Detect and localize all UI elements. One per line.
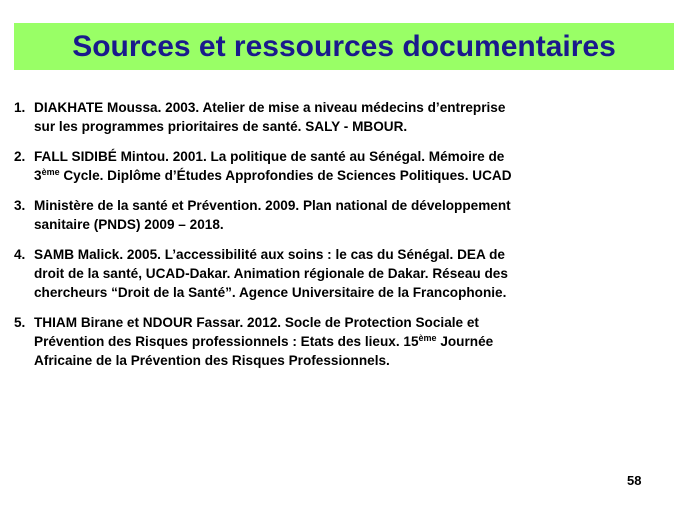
reference-line: DIAKHATE Moussa. 2003. Atelier de mise a niveau médecins d’entreprise: [34, 100, 506, 115]
reference-number: 1.: [14, 100, 26, 115]
reference-item-1: [14, 98, 682, 136]
page-number: 58: [627, 473, 642, 488]
reference-line: sur les programmes prioritaires de santé. SALY - MBOUR.: [34, 119, 408, 134]
reference-text: [34, 147, 682, 185]
reference-line: Ministère de la santé et Prévention. 2009. Plan national de développement: [34, 198, 511, 213]
title-banner: [14, 23, 674, 70]
reference-line: sanitaire (PNDS) 2009 – 2018.: [34, 217, 224, 232]
reference-text-segment: 3: [34, 168, 42, 183]
reference-item-5: [14, 313, 682, 370]
reference-item-2: [14, 147, 682, 185]
reference-text: [34, 245, 682, 302]
references-list: [14, 98, 682, 381]
reference-text: [34, 98, 682, 136]
reference-item-3: [14, 196, 682, 234]
reference-number: 3.: [14, 198, 26, 213]
reference-text: [34, 313, 682, 370]
reference-text-segment: Cycle. Diplôme d’Études Approfondies de Sciences Politiques. UCAD: [59, 168, 512, 183]
reference-line: chercheurs “Droit de la Santé”. Agence Universitaire de la Francophonie.: [34, 285, 507, 300]
superscript: ème: [41, 167, 60, 177]
reference-line: droit de la santé, UCAD-Dakar. Animation régionale de Dakar. Réseau des: [34, 266, 508, 281]
superscript: ème: [418, 333, 437, 343]
slide-title: Sources et ressources documentaires: [72, 29, 616, 63]
reference-text-segment: Prévention des Risques professionnels : Etats des lieux. 15: [34, 334, 419, 349]
reference-line: SAMB Malick. 2005. L’accessibilité aux soins : le cas du Sénégal. DEA de: [34, 247, 505, 262]
reference-text: [34, 196, 682, 234]
reference-line: [34, 166, 682, 185]
reference-line: Africaine de la Prévention des Risques Professionnels.: [34, 353, 390, 368]
reference-number: 2.: [14, 149, 26, 164]
reference-line: [34, 332, 682, 351]
reference-line: THIAM Birane et NDOUR Fassar. 2012. Socle de Protection Sociale et: [34, 315, 479, 330]
reference-item-4: [14, 245, 682, 302]
reference-number: 4.: [14, 247, 26, 262]
reference-number: 5.: [14, 315, 26, 330]
reference-text-segment: Journée: [436, 334, 494, 349]
reference-line: FALL SIDIBÉ Mintou. 2001. La politique de santé au Sénégal. Mémoire de: [34, 149, 505, 164]
